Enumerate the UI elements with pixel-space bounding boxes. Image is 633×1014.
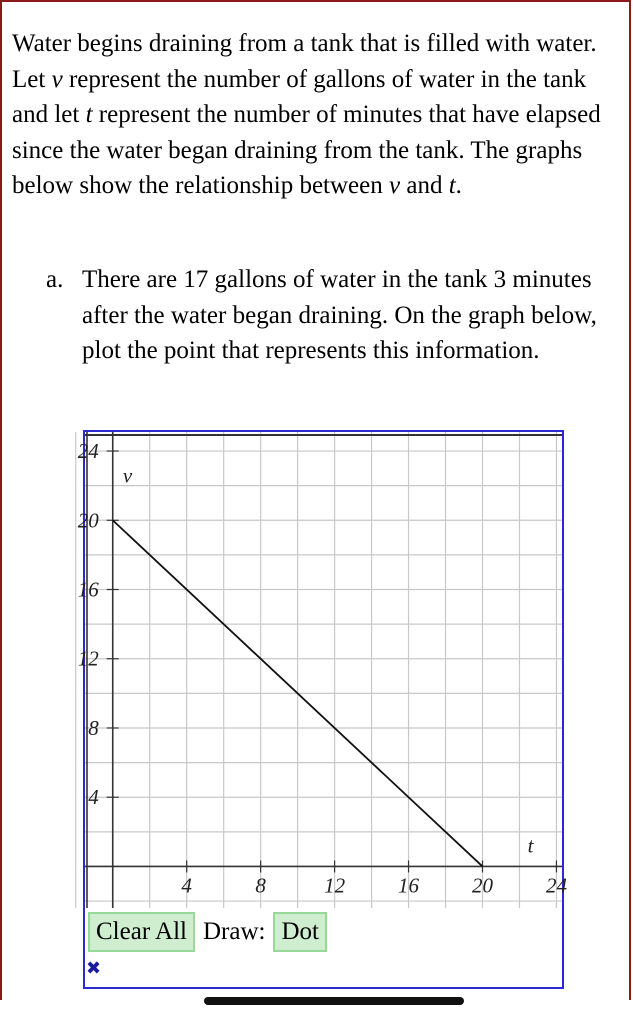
close-icon[interactable]: ✖ bbox=[86, 958, 102, 979]
graph-canvas[interactable] bbox=[77, 432, 567, 908]
y-tick-label: 4 bbox=[88, 785, 99, 810]
var-t: t bbox=[448, 172, 456, 199]
var-t: t bbox=[85, 101, 93, 128]
question-text: There are 17 gallons of water in the tank 3 minutes after the water began draining. On the graph below, plot the point that represents this information. bbox=[82, 266, 597, 364]
y-tick-label: 20 bbox=[77, 508, 99, 533]
x-tick-label: 16 bbox=[398, 873, 420, 898]
x-tick-label: 8 bbox=[255, 873, 266, 898]
x-tick-label: 20 bbox=[472, 873, 493, 898]
clear-all-button[interactable]: Clear All bbox=[88, 912, 195, 952]
y-tick-label: 16 bbox=[77, 577, 99, 602]
x-tick-label: 4 bbox=[181, 873, 192, 898]
question-label: a. bbox=[46, 266, 64, 293]
dot-tool-button[interactable]: Dot bbox=[273, 912, 327, 952]
home-indicator bbox=[204, 997, 464, 1005]
y-tick-label: 24 bbox=[77, 439, 99, 464]
draw-label: Draw: bbox=[202, 918, 266, 945]
x-tick-label: 24 bbox=[545, 873, 567, 898]
y-axis-label: v bbox=[122, 463, 133, 488]
problem-intro: Water begins draining from a tank that is filled with water. Let v represent the number of gallons of water in the tank and let t represent the number of minutes that have elapsed since the water began draining from the tank. The graphs below show the relationship between v and t. bbox=[12, 30, 601, 199]
y-tick-label: 12 bbox=[77, 646, 99, 671]
x-tick-label: 12 bbox=[324, 873, 346, 898]
var-v: v bbox=[389, 172, 401, 199]
graph-controls bbox=[88, 912, 327, 952]
var-v: v bbox=[51, 65, 63, 93]
y-tick-label: 8 bbox=[88, 715, 99, 740]
x-axis-label: t bbox=[527, 833, 534, 858]
